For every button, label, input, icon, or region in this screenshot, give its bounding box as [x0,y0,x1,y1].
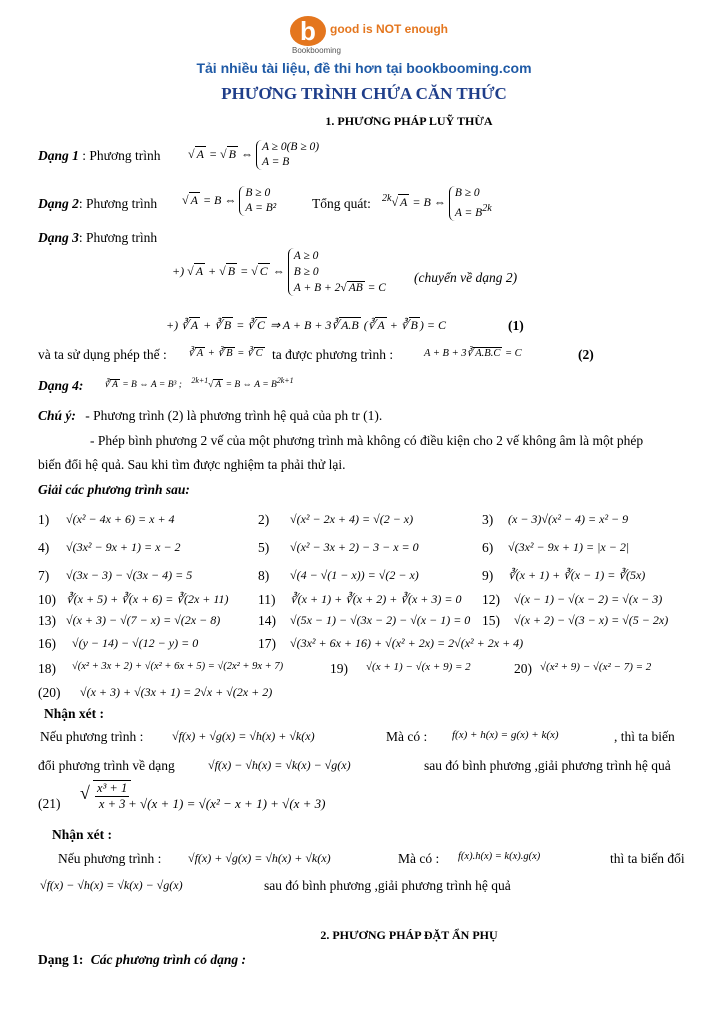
nhan-xet-eq: √f(x) + √g(x) = √h(x) + √k(x) [172,729,315,743]
dang1-formula: √ A = √ B ⇔ A ≥ 0(B ≥ 0) A = B [188,141,320,168]
exercise-eq: ∛(x + 5) + ∛(x + 6) = ∛(2x + 11) [66,592,229,606]
dang2-text: : Phương trình [78,196,158,211]
nhan-xet-text: , thì ta biến [614,729,675,744]
chu-y-text-2: - Phép bình phương 2 vế của một phương trình mà không có điều kiện cho 2 vế không âm là một phép [90,433,644,448]
page-title: PHƯƠNG TRÌNH CHỨA CĂN THỨC [221,84,507,103]
exercise-num: 19) [330,661,348,676]
dang2-label: Dạng 2 [38,196,79,211]
dang1-s2-text: Các phương trình có dạng : [90,952,247,967]
ex21-fraction: √ $\frac{\text{x³ + 1}}{x + 3}$ [80,780,131,812]
exercise-num: 12) [482,592,500,607]
dang4-formula: ∛ A = B ⇔ A = B³ ; $^{2k+1}$√ A = B ⇔ $A = B^{2k+1}$ [104,376,294,391]
exercise-eq: √(5x − 1) − √(3x − 2) − √(x − 1) = 0 [290,613,471,627]
nhan-xet-eq: √f(x) + √g(x) = √h(x) + √k(x) [188,851,331,865]
exercise-eq: √(x² − 3x + 2) − 3 − x = 0 [290,540,419,554]
dang3-formula: +) √ A + √ B = √ C ⇔ A ≥ 0 B ≥ 0 A + B + 2√ AB = C [172,250,386,294]
nhan-xet-text: Nếu phương trình : [40,729,144,744]
dang2-formula: √ A = B ⇔ B ≥ 0 A = B² [182,187,277,214]
nhan-xet-eq: f(x).h(x) = k(x).g(x) [458,851,541,862]
logo-mark-icon: b [290,16,326,46]
exercise-eq: (x − 3)√(x² − 4) = x² − 9 [508,512,629,526]
chu-y-line1 [38,408,382,424]
section-heading: 1. PHƯƠNG PHÁP LUỸ THỪA [325,114,493,128]
exercise-num: 2) [258,512,270,527]
exercise-num: 8) [258,568,270,583]
exercise-eq: √(3x² − 9x + 1) = |x − 2| [508,540,630,554]
dang3-label: Dạng 3 [38,230,79,245]
dang3-line [38,230,157,246]
nhan-xet-eq: f(x) + h(x) = g(x) + k(x) [452,729,559,741]
nhan-xet-eq: √f(x) − √h(x) = √k(x) − √g(x) [208,758,351,772]
dang1-s2-line [38,952,246,968]
exercise-eq: √(3x² − 9x + 1) = x − 2 [66,540,181,554]
exercise-num: 10) [38,592,56,607]
giai-heading: Giải các phương trình sau: [38,482,190,497]
nhan-xet-text: Nếu phương trình : [58,851,162,866]
exercise-num: 4) [38,540,50,555]
duoc-pt-text: ta được phương trình : [272,347,394,362]
chu-y-text-3: biến đổi hệ quả. Sau khi tìm được nghiệm ta phải thử lại. [38,457,346,472]
exercise-eq: √(x + 3) − √(7 − x) = √(2x − 8) [66,613,221,627]
exercise-eq: √(x + 1) − √(x + 9) = 2 [366,661,471,673]
exercise-eq: √(4 − √(1 − x)) = √(2 − x) [290,568,419,582]
exercise-eq: √(y − 14) − √(12 − y) = 0 [72,636,199,650]
dang4-label: Dạng 4: [38,378,84,393]
eq2-formula: A + B + 3∛ A.B.C = C [424,348,522,359]
dang3-cube-formula: +) ∛ A + ∛ B = ∛ C ⇒ A + B + 3∛ A.B (∛ A + ∛ B ) = C [166,318,446,332]
exercise-num: 17) [258,636,276,651]
phep-the-formula: ∛ A + ∛ B = ∛ C [188,348,263,359]
section-heading: 2. PHƯƠNG PHÁP ĐẶT ẨN PHỤ [320,928,498,942]
site-logo [290,14,448,55]
exercise-eq: ∛(x + 1) + ∛(x + 2) + ∛(x + 3) = 0 [290,592,462,606]
dang1-text: : Phương trình [82,148,161,163]
dang1-line [38,148,160,164]
nhan-xet-text: sau đó bình phương ,giải phương trình hệ quả [264,878,511,893]
nhan-xet-text: thì ta biến đổi [610,851,685,866]
exercise-num: 14) [258,613,276,628]
exercise-eq: √(x + 2) − √(3 − x) = √(5 − 2x) [514,613,669,627]
promo-link[interactable]: Tải nhiều tài liệu, đề thi hơn tại bookbooming.com [196,60,532,76]
dang2-line [38,196,157,212]
exercise-num: 3) [482,512,494,527]
chuyen-dang2: (chuyển về dạng 2) [414,270,518,285]
exercise-num: 6) [482,540,494,555]
exercise-eq: √(x² − 4x + 6) = x + 4 [66,512,175,526]
tong-quat-label: Tổng quát: [312,196,371,211]
phep-the-text: và ta sử dụng phép thế : [38,347,167,362]
exercise-num: (20) [38,685,61,700]
exercise-num: 9) [482,568,494,583]
exercise-eq: √(x² + 3x + 2) + √(x² + 6x + 5) = √(2x² + 9x + 7) [72,661,284,672]
nhan-xet-text: Mà có : [386,729,428,744]
chu-y-text-1: - Phương trình (2) là phương trình hệ quả của ph tr (1). [85,408,383,423]
nhan-xet-label: Nhận xét : [52,827,112,842]
dang4-line [38,378,83,394]
exercise-num: 7) [38,568,50,583]
ex21-numerator: x³ + 1 [97,781,128,795]
exercise-eq: √(x² + 9) − √(x² − 7) = 2 [540,661,652,673]
exercise-eq: √(x² − 2x + 4) = √(2 − x) [290,512,414,526]
exercise-num: 11) [258,592,276,607]
exercise-num: 5) [258,540,270,555]
exercise-num: 20) [514,661,532,676]
eq1-tag: (1) [508,318,524,333]
exercise-eq: + √(x + 1) = √(x² − x + 1) + √(x + 3) [128,796,326,811]
exercise-num: (21) [38,796,61,811]
nhan-xet-label: Nhận xét : [44,706,104,721]
nhan-xet-eq: √f(x) − √h(x) = √k(x) − √g(x) [40,878,183,892]
exercise-eq: ∛(x + 1) + ∛(x − 1) = ∛(5x) [508,568,646,582]
exercise-eq: √(x + 3) + √(3x + 1) = 2√x + √(2x + 2) [80,685,273,699]
exercise-eq: √(3x² + 6x + 16) + √(x² + 2x) = 2√(x² + 2x + 4) [290,636,524,650]
logo-name: Bookbooming [292,46,341,55]
exercise-num: 13) [38,613,56,628]
dang1-s2-label: Dạng 1: [38,952,84,967]
nhan-xet-text: Mà có : [398,851,440,866]
exercise-num: 16) [38,636,56,651]
dang3-text: : Phương trình [78,230,158,245]
chu-y-label: Chú ý: [38,408,76,423]
logo-tagline: good is NOT enough [330,22,448,36]
nhan-xet-text: sau đó bình phương ,giải phương trình hệ quả [424,758,671,773]
tong-quat-formula: $^{2k}$√ A = B ⇔ B ≥ 0 $A = B^{2k}$ [382,187,492,219]
exercise-num: 18) [38,661,56,676]
ex21-denominator: x + 3 [98,797,126,811]
exercise-eq: √(3x − 3) − √(3x − 4) = 5 [66,568,193,582]
eq2-tag: (2) [578,347,594,362]
exercise-eq: √(x − 1) − √(x − 2) = √(x − 3) [514,592,663,606]
nhan-xet-text: đổi phương trình về dạng [38,758,175,773]
exercise-num: 1) [38,512,50,527]
dang1-label: Dạng 1 [38,148,79,163]
exercise-num: 15) [482,613,500,628]
